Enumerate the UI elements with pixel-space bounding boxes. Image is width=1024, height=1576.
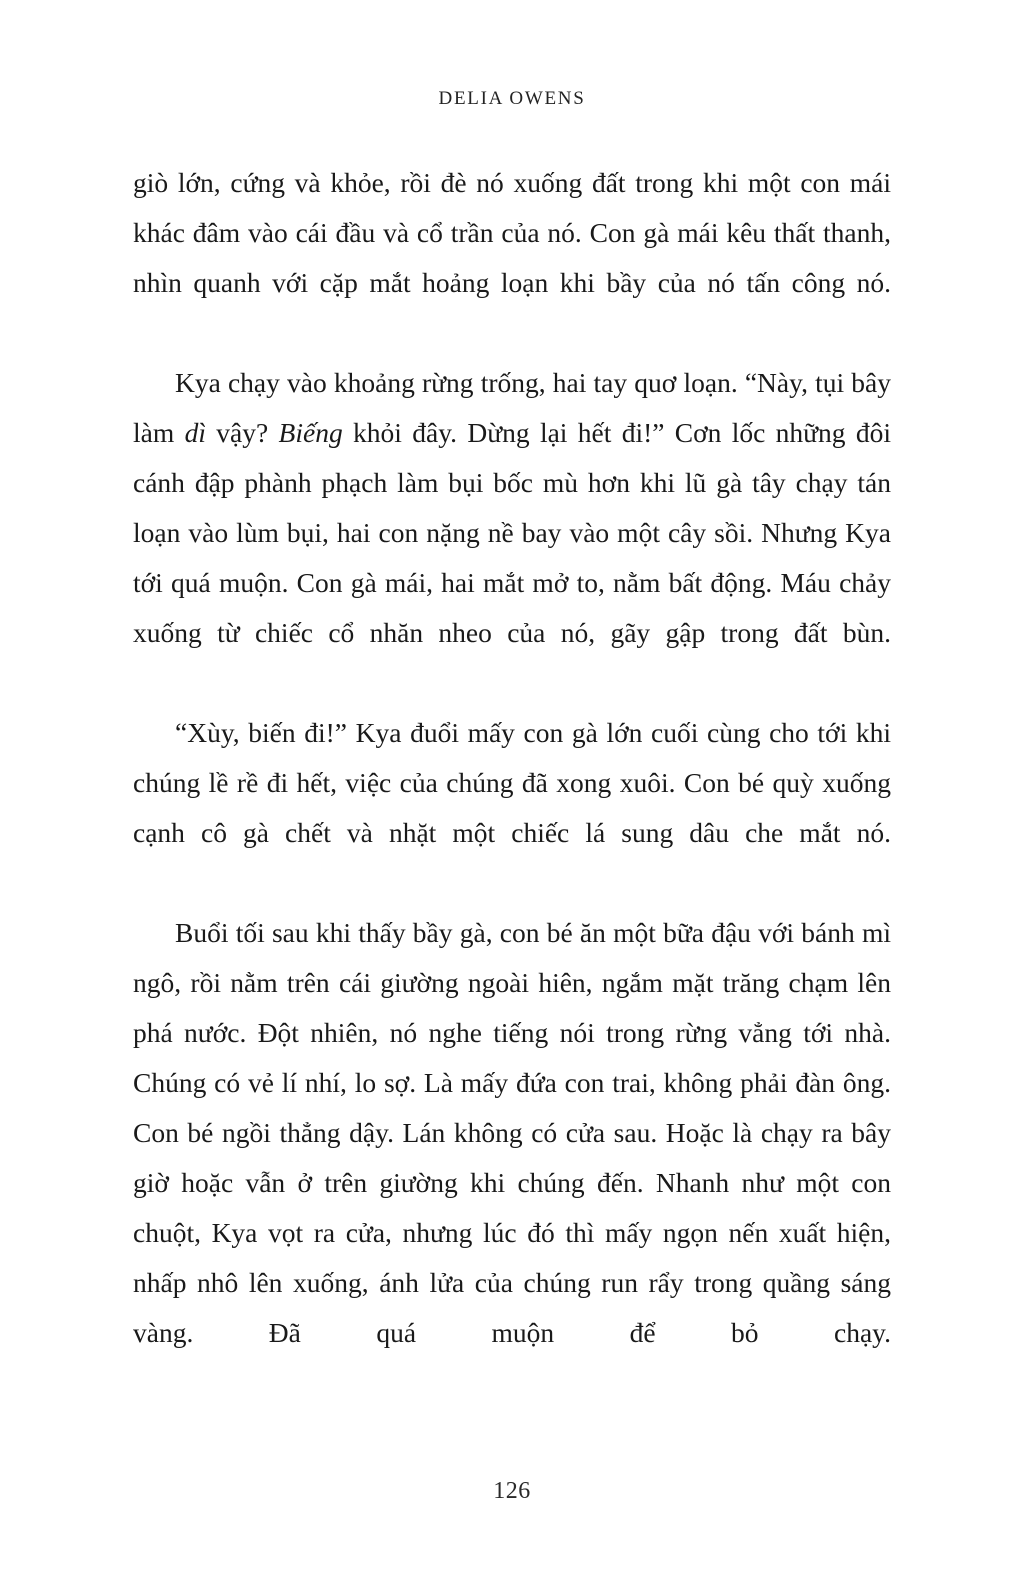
paragraph-text: giò lớn, cứng và khỏe, rồi đè nó xuống đất trong khi một con mái khác đâm vào cái đầu và cổ trần của nó. Con gà mái kêu thất thanh, nhìn quanh với cặp mắt hoảng loạn khi bầy của nó tấn công nó. bbox=[133, 167, 891, 298]
paragraph-text: Kya chạy vào khoảng rừng trống, hai tay quơ loạn. “Này, tụi bây làm bbox=[133, 367, 891, 448]
emphasis-text: dì bbox=[184, 417, 206, 448]
body-text-block bbox=[133, 158, 891, 1408]
paragraph bbox=[133, 158, 891, 358]
paragraph-text: vậy? bbox=[205, 417, 279, 448]
paragraph bbox=[133, 358, 891, 708]
emphasis-text: Biếng bbox=[278, 417, 343, 448]
page-number: 126 bbox=[493, 1478, 531, 1504]
paragraph bbox=[133, 908, 891, 1408]
paragraph-text: Buổi tối sau khi thấy bầy gà, con bé ăn một bữa đậu với bánh mì ngô, rồi nằm trên cái giường ngoài hiên, ngắm mặt trăng chạm lên phá nước. Đột nhiên, nó nghe tiếng nói trong rừng vẳng tới nhà. Chúng có vẻ lí nhí, lo sợ. Là mấy đứa con trai, không phải đàn ông. Con bé ngồi thẳng dậy. Lán không có cửa sau. Hoặc là chạy ra bây giờ hoặc vẫn ở trên giường khi chúng đến. Nhanh như một con chuột, Kya vọt ra cửa, nhưng lúc đó thì mấy ngọn nến xuất hiện, nhấp nhô lên xuống, ánh lửa của chúng run rẩy trong quầng sáng vàng. Đã quá muộn để bỏ chạy. bbox=[133, 917, 891, 1348]
paragraph-text: “Xùy, biến đi!” Kya đuổi mấy con gà lớn cuối cùng cho tới khi chúng lề rề đi hết, việc của chúng đã xong xuôi. Con bé quỳ xuống cạnh cô gà chết và nhặt một chiếc lá sung dâu che mắt nó. bbox=[133, 717, 891, 848]
paragraph bbox=[133, 708, 891, 908]
running-head-author: DELIA OWENS bbox=[438, 88, 586, 109]
paragraph-text: khỏi đây. Dừng lại hết đi!” Cơn lốc những đôi cánh đập phành phạch làm bụi bốc mù hơn khi lũ gà tây chạy tán loạn vào lùm bụi, hai con nặng nề bay vào một cây sồi. Nhưng Kya tới quá muộn. Con gà mái, hai mắt mở to, nằm bất động. Máu chảy xuống từ chiếc cổ nhăn nheo của nó, gãy gập trong đất bùn. bbox=[133, 417, 892, 648]
